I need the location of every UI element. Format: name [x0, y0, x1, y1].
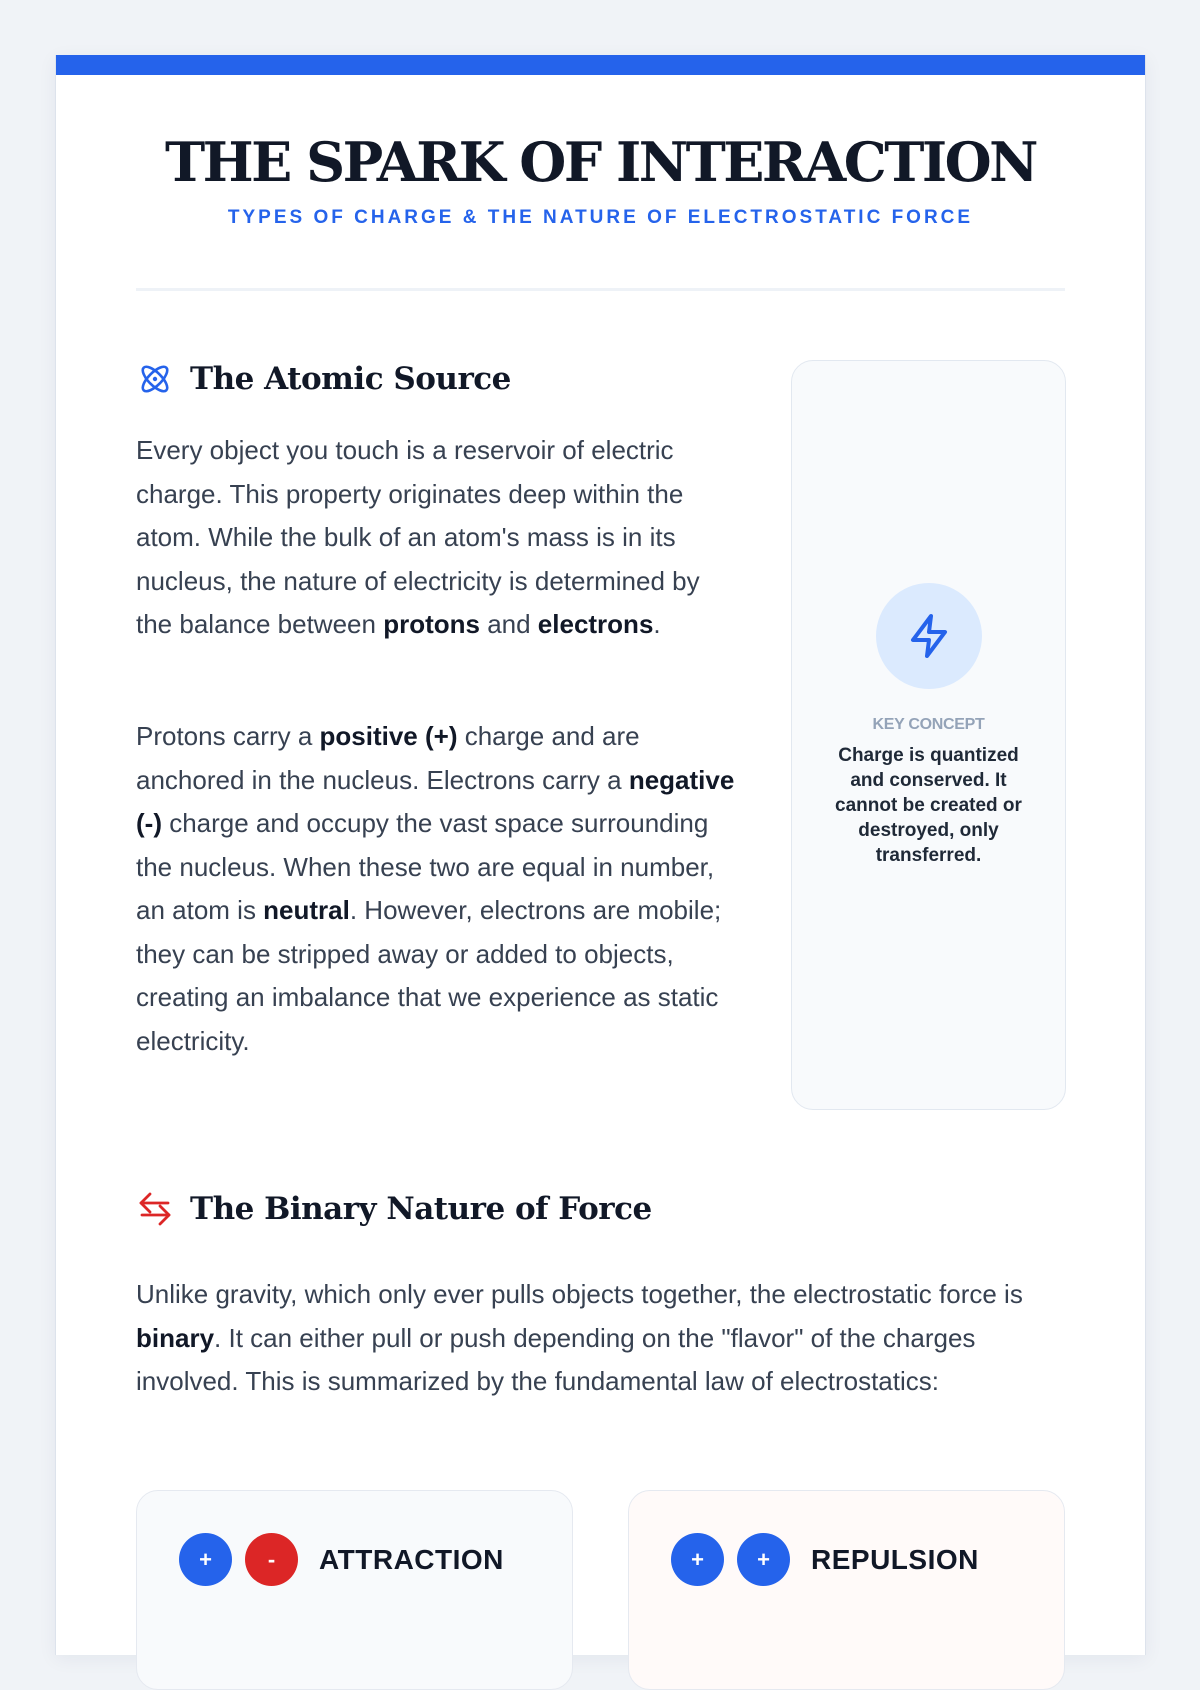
paragraph-atomic-1: Every object you touch is a reservoir of electric charge. This property originates deep within the atom. While the bulk of an atom's mass is in its nucleus, the nature of electricity is determined by the balance between protons and electrons. — [136, 435, 700, 639]
term-negative: negative (-) — [136, 764, 735, 838]
section-heading-atomic — [136, 360, 511, 398]
lightning-bolt-icon — [876, 583, 982, 689]
positive-charge-icon: + — [671, 1533, 724, 1586]
key-concept-box — [791, 360, 1066, 1110]
section-heading-force — [136, 1190, 652, 1228]
term-neutral: neutral — [263, 895, 350, 925]
negative-charge-icon: - — [245, 1533, 298, 1586]
section-title-atomic: The Atomic Source — [190, 361, 511, 397]
atom-icon — [136, 360, 174, 398]
key-concept-label: KEY CONCEPT — [872, 716, 985, 733]
paragraph-atomic-2: Protons carry a positive (+) charge and are anchored in the nucleus. Electrons carry a negative (-) charge and occupy the vast space surrounding the nucleus. When these two are equal in number, an atom is neutral. However, electrons are mobile; they can be stripped away or added to objects, creating an imbalance that we experience as static electricity. — [136, 721, 735, 1056]
accent-bar — [56, 55, 1145, 75]
repulsion-card — [628, 1490, 1065, 1690]
repulsion-label: REPULSION — [811, 1543, 979, 1575]
section-title-force: The Binary Nature of Force — [190, 1191, 652, 1227]
term-binary: binary — [136, 1322, 215, 1353]
swap-arrows-icon — [136, 1190, 174, 1228]
positive-charge-icon: + — [179, 1533, 232, 1586]
page-subtitle: TYPES OF CHARGE & THE NATURE OF ELECTROSTATIC FORCE — [227, 207, 974, 228]
attraction-card — [136, 1490, 573, 1690]
header-divider — [136, 288, 1065, 291]
page-header — [56, 130, 1145, 229]
attraction-label: ATTRACTION — [319, 1543, 504, 1575]
key-concept-text: Charge is quantized and conserved. It cannot be created or destroyed, only transferred. — [835, 745, 1022, 866]
page-title: THE SPARK OF INTERACTION — [164, 130, 1037, 194]
term-positive: positive (+) — [319, 721, 458, 751]
positive-charge-icon: + — [737, 1533, 790, 1586]
article-card — [55, 55, 1146, 1655]
term-protons: protons — [383, 609, 480, 639]
paragraph-force-1: Unlike gravity, which only ever pulls objects together, the electrostatic force is binary. It can either pull or push depending on the "flavor" of the charges involved. This is summarized by the fundamental law of electrostatics: — [136, 1279, 1023, 1396]
term-electrons: electrons — [537, 609, 654, 639]
